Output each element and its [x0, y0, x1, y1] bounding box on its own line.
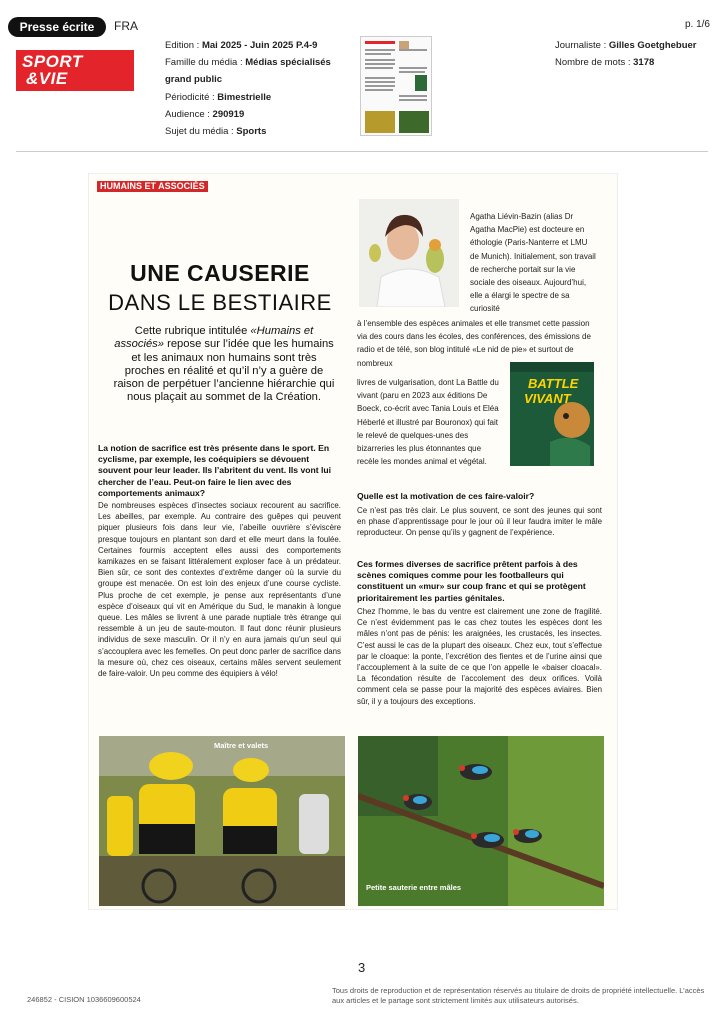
famille-label: Famille du média :	[165, 57, 246, 69]
sport-vie-logo	[16, 50, 134, 91]
book-cover	[510, 362, 594, 466]
media-metadata	[165, 37, 355, 140]
language-code: FRA	[114, 19, 138, 33]
bio-top: Agatha Liévin-Bazin (alias Dr Agatha MacPie) est docteure en éthologie (Paris-Nanterre et LMU de Munich). Initialement, son travail de recherche portait sur la vie sociale des oiseaux. Aujourd’hui, elle a élargi le spectre de sa curiosité	[470, 212, 596, 314]
logo-line-2: &VIE	[26, 69, 68, 88]
question-3: Ces formes diverses de sacrifice prêtent parfois à des scènes comiques comme pour les footballeurs qui constituent un «mur» sur coup franc et qui se protègent prioritairement les parties génitales.	[357, 559, 586, 603]
caption-birds: Petite sauterie entre mâles	[366, 883, 462, 892]
article-lead: Cette rubrique intitulée «Humains et associés» repose sur l’idée que les humains et les animaux non humains sont très proches en réalité et qu’il n’y a guère de raison de perpétuer l’ancienne hiérarchie qui nous plaçait au sommet de la Création.	[113, 325, 335, 404]
periodicite-value: Bimestrielle	[217, 91, 272, 103]
edition-value: Mai 2025 - Juin 2025 P.4-9	[201, 40, 318, 51]
bio-middle: à l’ensemble des espèces animales et elle transmet cette passion via des cours dans les écoles, des conférences, des émissions de radio et de télé, son blog intitulé «Le nid de pie» et surtout de nombreux	[357, 319, 591, 368]
question-2: Quelle est la motivation de ces faire-valoir?	[357, 491, 535, 501]
book-title-1: BATTLE	[528, 376, 579, 391]
question-1: La notion de sacrifice est très présente dans le sport. En cyclisme, par exemple, les coéquipiers se dévouent souvent pour leur leader. Ils l’abritent du vent. Ils vont lui chercher de l’eau. Peut-on faire le lien avec des comportements animaux?	[98, 443, 332, 498]
article-title-line-1: UNE CAUSERIE	[130, 260, 310, 286]
mots-value: 3178	[633, 57, 655, 69]
header-divider	[16, 151, 708, 152]
copyright-notice: Tous droits de reproduction et de représentation réservés au titulaire de droits de propriété intellectuelle. L’accès aux articles et le partage sont strictement limités aux utilisateurs autorisés.	[332, 986, 705, 1005]
mots-label: Nombre de mots :	[555, 57, 634, 69]
cycling-photo	[99, 736, 345, 906]
birds-photo	[358, 736, 604, 906]
periodicite-label: Périodicité :	[165, 91, 218, 103]
document-id: 246852 - CISION 1036609600524	[27, 995, 141, 1004]
media-type-badge: Presse écrite	[8, 17, 106, 37]
sujet-label: Sujet du média :	[165, 126, 237, 138]
bio-lower: livres de vulgarisation, dont La Battle du vivant (paru en 2023 aux éditions De Boeck, co-écrit avec Tania Louis et Eléa Héberlé et illustré par Bouronox) qui fait le relevé de quelques-unes des bizarreries les plus étonnantes que recèle les mondes animal et végétal.	[357, 378, 499, 467]
edition-label: Edition :	[165, 40, 202, 51]
logo-line-1: SPORT	[22, 52, 83, 71]
audience-label: Audience :	[165, 108, 213, 120]
author-portrait	[359, 199, 459, 307]
page-number: 3	[358, 960, 366, 975]
caption-cycling: Maître et valets	[214, 741, 269, 750]
page-indicator: p. 1/6	[684, 19, 710, 30]
journaliste-value: Gilles Goetghebuer	[608, 40, 697, 51]
answer-3: Chez l’homme, le bas du ventre est clairement une zone de fragilité. Ce n’est évidemment pas le cas chez toutes les espèces dont les mâles n’ont pas de pénis: les araignées, les crustacés, les insectes. C’est aussi le cas de la plupart des oiseaux. Chez eux, tout s’effectue par le cloaque: la ponte, l’excrétion des fientes et de l’urine ainsi que l’accouplement à la suite de ce que l’on appelle le «baiser cloacal». La fécondation résulte de l’accolement des deux orifices. Voilà comment cela se passe pour la majorité des espèces aviaires. Bien sûr, il y a toujours des exceptions.	[357, 607, 602, 706]
journalist-metadata	[555, 37, 715, 71]
answer-1: De nombreuses espèces d’insectes sociaux recourent au sacrifice. Les abeilles, par exemple. Au contraire des guêpes qui peuvent piquer plusieurs fois dans leur vie, l’abeille ouvrière s’éviscère presque toujours en plantant son dard et elle meurt dans la foulée. Certaines fourmis acceptent elles aussi des comportements kamikazes en se faisant littéralement exploser face à un prédateur. Bien sûr, ce sont des contextes d’extrême danger où la survie du groupe est menacée. On est loin des enjeux d’une course cycliste. Plus proche de cet exemple, je pense aux représentants d’une espèce d’oiseaux qui vit en Amérique du Sud, le manakin à longue queue. Les mâles se livrent à une parade nuptiale très étrange qui ressemble à un jeu de saute-mouton. Il faut donc réunir plusieurs individus de sexe masculin. Or il n’y en aura jamais qu’un seul qui s’accouplera avec les femelles. On peut donc parler de sacrifice dans la mesure où, chez ces oiseaux, certains mâles servent seulement de faire-valoir. Un peu comme des équipiers à vélo!	[98, 501, 341, 679]
answer-2: Ce n’est pas très clair. Le plus souvent, ce sont des jeunes qui sont en phase d’apprentissage pour le jour où il leur faudra imiter le mâle reproducteur. On pense qu’ils y gagnent de l’expérience.	[357, 506, 602, 538]
audience-value: 290919	[212, 108, 245, 120]
book-title-2: VIVANT	[524, 391, 571, 406]
page-thumbnail[interactable]	[360, 36, 432, 136]
article-title-line-2: DANS LE BESTIAIRE	[108, 290, 332, 315]
famille-value: Médias spécialisés grand public	[165, 57, 331, 86]
lead-emphasis: «Humains et associés»	[114, 325, 314, 351]
sujet-value: Sports	[236, 126, 267, 138]
journaliste-label: Journaliste :	[555, 40, 609, 51]
section-tag: HUMAINS ET ASSOCIÉS	[97, 181, 208, 192]
